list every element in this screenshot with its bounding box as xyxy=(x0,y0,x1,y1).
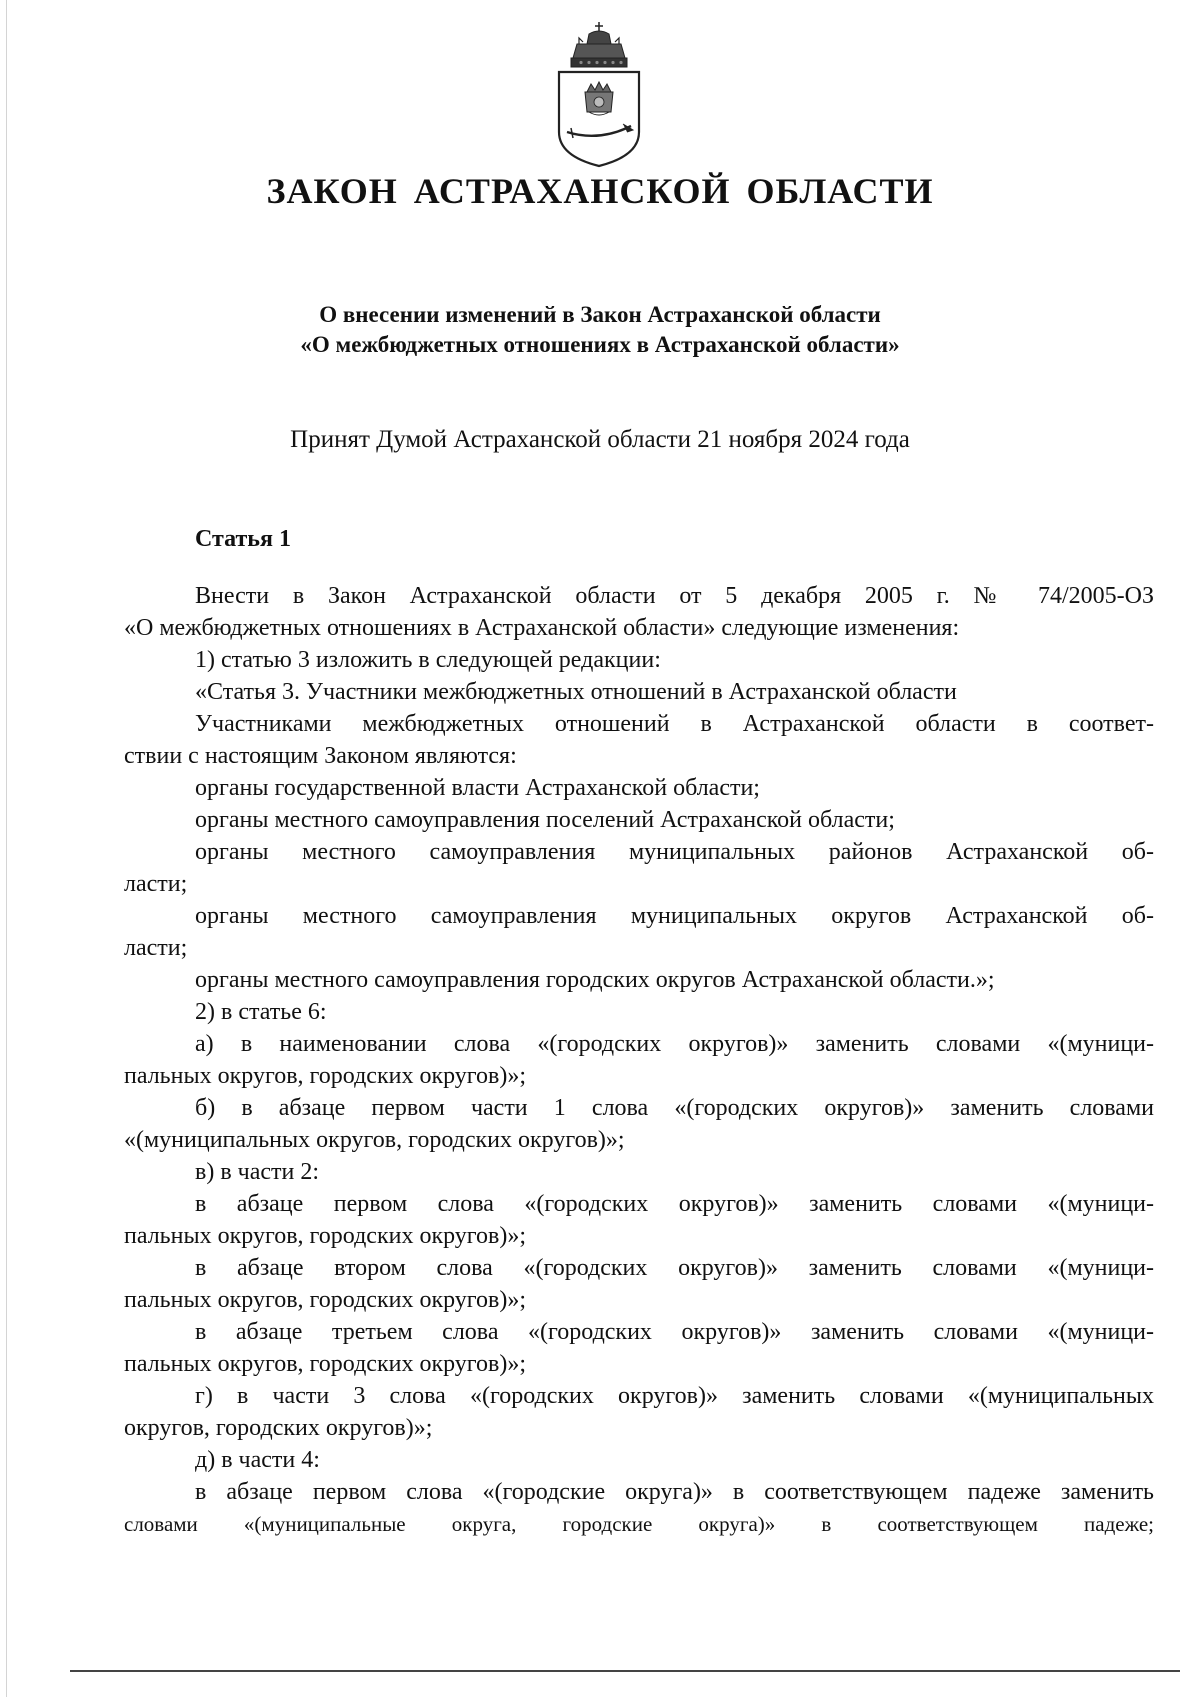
article-line-2: «О межбюджетных отношениях в Астраханской области» следующие изменения: xyxy=(124,615,960,641)
article-body xyxy=(124,580,1154,1540)
article-line-28: д) в части 4: xyxy=(195,1447,320,1473)
article-line-21: пальных округов, городских округов)»; xyxy=(124,1223,527,1249)
article-line-4: «Статья 3. Участники межбюджетных отношений в Астраханской области xyxy=(195,679,957,705)
article-line-30: словами «(муниципальные округа, городские округа)» в соответствующем падеже; xyxy=(124,1512,1154,1536)
law-subject xyxy=(0,300,1200,360)
article-line-26: г) в части 3 слова «(городских округов)» заменить словами «(муниципальных xyxy=(195,1383,1154,1409)
article-line-15: а) в наименовании слова «(городских округов)» заменить словами «(муници- xyxy=(195,1031,1154,1057)
page-left-edge xyxy=(6,0,7,1697)
article-line-16: пальных округов, городских округов)»; xyxy=(124,1063,527,1089)
article-line-12: ласти; xyxy=(124,935,188,961)
article-line-25: пальных округов, городских округов)»; xyxy=(124,1351,527,1377)
article-line-5: Участниками межбюджетных отношений в Астраханской области в соответ- xyxy=(195,711,1154,737)
article-line-29: в абзаце первом слова «(городские округа)» в соответствующем падеже заменить xyxy=(195,1479,1154,1505)
article-line-24: в абзаце третьем слова «(городских округов)» заменить словами «(муници- xyxy=(195,1319,1154,1345)
article-line-23: пальных округов, городских округов)»; xyxy=(124,1287,527,1313)
article-heading: Статья 1 xyxy=(195,526,291,552)
adoption-statement: Принят Думой Астраханской области 21 ноября 2024 года xyxy=(290,426,910,453)
article-line-1: Внести в Закон Астраханской области от 5 декабря 2005 г. № 74/2005-ОЗ xyxy=(195,583,1154,609)
article-line-8: органы местного самоуправления поселений Астраханской области; xyxy=(195,807,895,833)
article-line-14: 2) в статье 6: xyxy=(195,999,327,1025)
article-line-10: ласти; xyxy=(124,871,188,897)
article-line-19: в) в части 2: xyxy=(195,1159,320,1185)
article-line-27: округов, городских округов)»; xyxy=(124,1415,433,1441)
article-line-13: органы местного самоуправления городских округов Астраханской области.»; xyxy=(195,967,995,993)
article-line-6: ствии с настоящим Законом являются: xyxy=(124,743,517,769)
article-line-9: органы местного самоуправления муниципальных районов Астраханской об- xyxy=(195,839,1154,865)
law-subject-line-1: О внесении изменений в Закон Астраханской области xyxy=(319,302,881,327)
article-line-3: 1) статью 3 изложить в следующей редакции: xyxy=(195,647,661,673)
article-line-20: в абзаце первом слова «(городских округов)» заменить словами «(муници- xyxy=(195,1191,1154,1217)
article-line-22: в абзаце втором слова «(городских округов)» заменить словами «(муници- xyxy=(195,1255,1154,1281)
page-bottom-rule xyxy=(70,1670,1180,1672)
article-line-11: органы местного самоуправления муниципальных округов Астраханской об- xyxy=(195,903,1154,929)
article-line-7: органы государственной власти Астраханской области; xyxy=(195,775,760,801)
article-line-17: б) в абзаце первом части 1 слова «(городских округов)» заменить словами xyxy=(195,1095,1154,1121)
coat-of-arms-emblem xyxy=(549,20,649,170)
law-subject-line-2: «О межбюджетных отношениях в Астраханской области» xyxy=(300,332,900,357)
article-line-18: «(муниципальных округов, городских округов)»; xyxy=(124,1127,625,1153)
law-title: ЗАКОН АСТРАХАНСКОЙ ОБЛАСТИ xyxy=(266,171,934,211)
